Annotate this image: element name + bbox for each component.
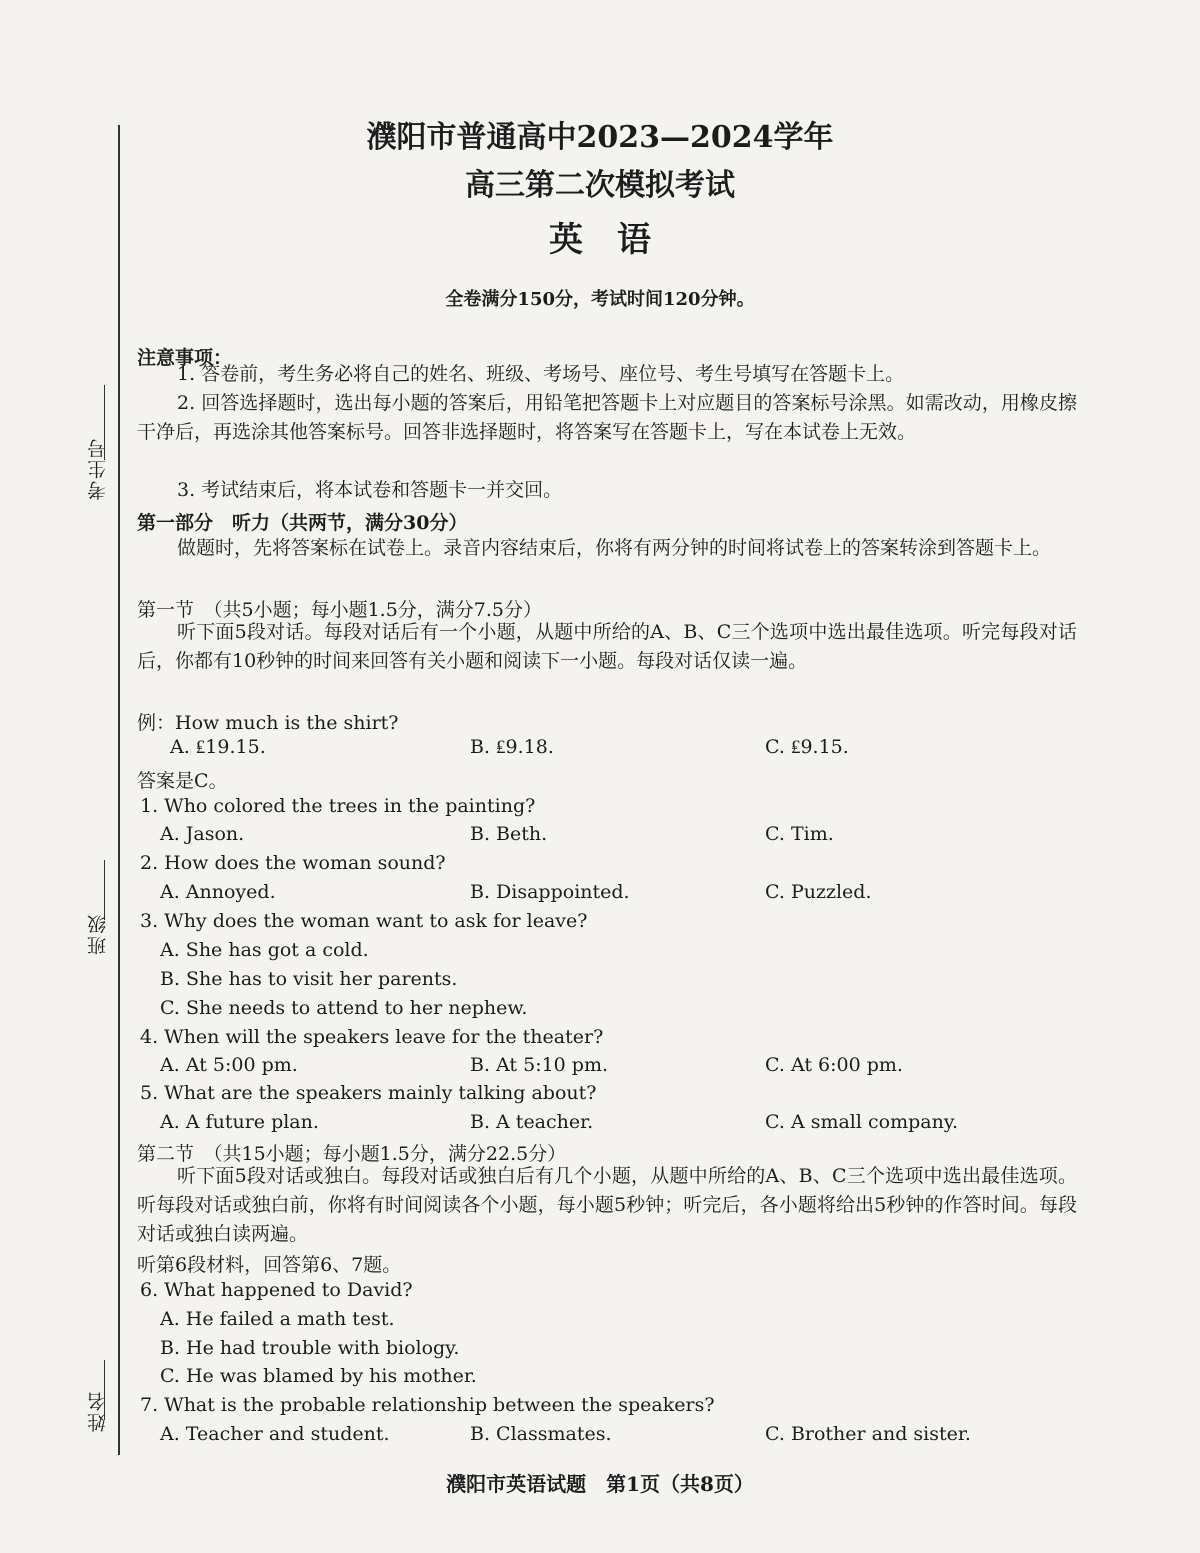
name-label: 姓名 xyxy=(87,1390,109,1432)
question-5: 5. What are the speakers mainly talking about? xyxy=(140,1082,597,1104)
q4-option-a: A. At 5:00 pm. xyxy=(160,1054,298,1076)
q1-option-c: C. Tim. xyxy=(765,823,834,845)
question-6: 6. What happened to David? xyxy=(140,1279,413,1301)
q1-option-b: B. Beth. xyxy=(470,823,548,845)
q6-option-a: A. He failed a math test. xyxy=(160,1308,395,1330)
example-option-b: B. ₤9.18. xyxy=(470,736,554,758)
exam-title-line2: 高三第二次模拟考试 xyxy=(465,168,735,203)
q2-option-a: A. Annoyed. xyxy=(160,881,276,903)
notice-item-3: 3. 考试结束后，将本试卷和答题卡一并交回。 xyxy=(177,479,563,501)
question-2: 2. How does the woman sound? xyxy=(140,852,446,874)
class-label: 班级 xyxy=(87,913,109,955)
q3-option-c: C. She needs to attend to her nephew. xyxy=(160,997,528,1019)
section2-intro: 听下面5段对话或独白。每段对话或独白后有几个小题，从题中所给的A、B、C三个选项中选出最佳选项。听每段对话或独白前，你将有时间阅读各个小题，每小题5秒钟；听完后，各小题将给出5秒钟的作答时间。每段对话或独白读两遍。 xyxy=(137,1165,1077,1245)
notice-title: 注意事项： xyxy=(137,347,233,369)
section1-intro: 听下面5段对话。每段对话后有一个小题，从题中所给的A、B、C三个选项中选出最佳选项。听完每段对话后，你都有10秒钟的时间来回答有关小题和阅读下一小题。每段对话仅读一遍。 xyxy=(137,621,1077,672)
question-4: 4. When will the speakers leave for the theater? xyxy=(140,1026,604,1048)
q7-option-a: A. Teacher and student. xyxy=(160,1423,390,1445)
score-note: 全卷满分150分，考试时间120分钟。 xyxy=(445,289,755,310)
question-1: 1. Who colored the trees in the painting? xyxy=(140,795,536,817)
example-answer: 答案是C。 xyxy=(137,770,228,792)
q1-option-a: A. Jason. xyxy=(160,823,245,845)
notice-item-1: 1. 答卷前，考生务必将自己的姓名、班级、考场号、座位号、考生号填写在答题卡上。 xyxy=(177,363,905,385)
example-option-a: A. ₤19.15. xyxy=(170,736,266,758)
q4-option-c: C. At 6:00 pm. xyxy=(765,1054,903,1076)
part1-intro: 做题时，先将答案标在试卷上。录音内容结束后，你将有两分钟的时间将试卷上的答案转涂到答题卡上。 xyxy=(177,537,1052,559)
example-question: 例：How much is the shirt? xyxy=(137,712,399,734)
q6-option-b: B. He had trouble with biology. xyxy=(160,1337,460,1359)
section1-title: 第一节 （共5小题；每小题1.5分，满分7.5分） xyxy=(137,599,543,621)
q3-option-b: B. She has to visit her parents. xyxy=(160,968,458,990)
question-7: 7. What is the probable relationship between the speakers? xyxy=(140,1394,715,1416)
q6-option-c: C. He was blamed by his mother. xyxy=(160,1365,477,1387)
exam-title-line1: 濮阳市普通高中2023—2024学年 xyxy=(366,120,834,155)
notice-item-2: 2. 回答选择题时，选出每小题的答案后，用铅笔把答题卡上对应题目的答案标号涂黑。如需改动，用橡皮擦干净后，再选涂其他答案标号。回答非选择题时，将答案写在答题卡上，写在本试卷上无效。 xyxy=(137,392,1077,443)
subject-title: 英 语 xyxy=(549,220,651,260)
q5-option-c: C. A small company. xyxy=(765,1111,959,1133)
q2-option-c: C. Puzzled. xyxy=(765,881,872,903)
q4-option-b: B. At 5:10 pm. xyxy=(470,1054,609,1076)
question-3: 3. Why does the woman want to ask for leave? xyxy=(140,910,588,932)
page-footer: 濮阳市英语试题 第1页（共8页） xyxy=(446,1472,754,1496)
exam-no-label: 考生号 xyxy=(87,437,109,500)
q5-option-b: B. A teacher. xyxy=(470,1111,594,1133)
part1-title: 第一部分 听力（共两节，满分30分） xyxy=(137,512,468,534)
section2-title: 第二节 （共15小题；每小题1.5分，满分22.5分） xyxy=(137,1143,567,1165)
q5-option-a: A. A future plan. xyxy=(160,1111,319,1133)
binding-rule xyxy=(118,125,120,1455)
q2-option-b: B. Disappointed. xyxy=(470,881,630,903)
q7-option-b: B. Classmates. xyxy=(470,1423,612,1445)
example-option-c: C. ₤9.15. xyxy=(765,736,849,758)
q7-option-c: C. Brother and sister. xyxy=(765,1423,971,1445)
material-6-instruction: 听第6段材料，回答第6、7题。 xyxy=(137,1254,402,1276)
q3-option-a: A. She has got a cold. xyxy=(160,939,369,961)
